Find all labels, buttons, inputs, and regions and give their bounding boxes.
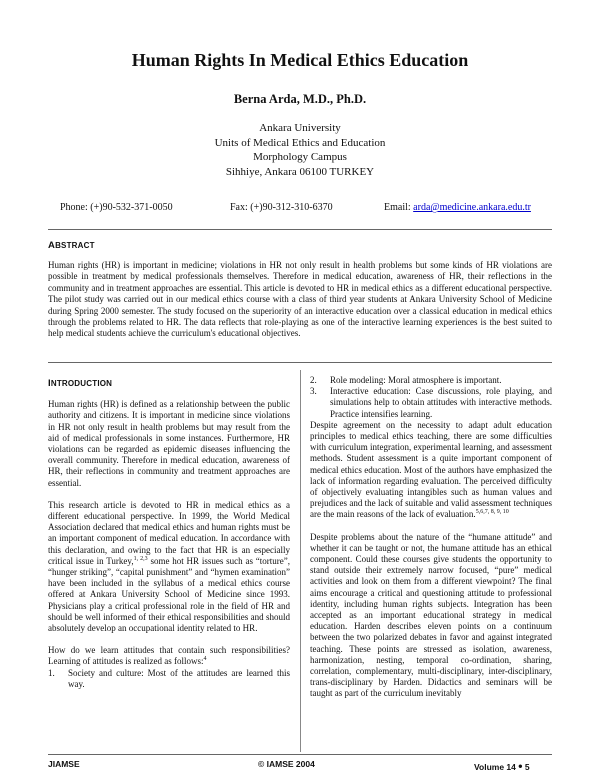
introduction-heading-initial: I — [48, 378, 51, 389]
list-item — [310, 375, 552, 386]
affiliation-line-address: Sihhiye, Ankara 06100 TURKEY — [225, 165, 375, 178]
email-contact — [384, 202, 531, 213]
list-item — [310, 386, 552, 420]
footer-page-number: 5 — [524, 762, 530, 772]
affiliation-line-units: Units of Medical Ethics and Education — [214, 136, 386, 149]
right-column — [310, 375, 552, 700]
fax-number: Fax: (+)90-312-310-6370 — [230, 202, 333, 213]
intro-paragraph-3-text: How do we learn attitudes that contain such responsibilities? Learning of attitudes is realized as follows: — [48, 645, 290, 667]
list-item-number: 1. — [48, 667, 55, 678]
affiliation-line-university: Ankara University — [259, 122, 341, 134]
abstract-heading — [48, 240, 95, 251]
list-item-number: 3. — [310, 386, 317, 397]
intro-paragraph-2 — [48, 500, 290, 634]
footer-bullet: • — [518, 759, 523, 773]
list-item-text: Society and culture: Most of the attitudes are learned this way. — [68, 667, 290, 689]
intro-paragraph-4 — [310, 420, 552, 521]
divider-footer — [48, 754, 552, 755]
author-name: Berna Arda, M.D., Ph.D. — [233, 92, 367, 106]
affiliation-line-campus: Morphology Campus — [253, 151, 347, 163]
list-item-text: Interactive education: Case discussions, role playing, and simulations help to obtain attitudes with interactive methods. Practice intensifies learning. — [330, 386, 552, 419]
attitude-learning-list-part-1 — [48, 668, 290, 690]
intro-paragraph-5: Despite problems about the nature of the “humane attitude” and whether it can be taught or not, the humane attitude has an ethical component. Could these courses give students the opportunity to stand outside their extremely narrow focused, “pure” medical activities and look on them from a different viewpoint? The final aims encourage a critical and questioning attitude to professional identity, including human rights subjects. Integration has been accepted as an important educational strategy in medical education. Harden describes eleven points on a continuum between the two polarized debates in favor and against integrated teaching. These points are stressed as isolation, awareness, harmonization, nesting, temporal co-ordination, sharing, correlation, complementary, multi-disciplinary, inter-disciplinary, trans-disciplinary by Harden. Didactics and seminars will be taught as part of the curriculum inevitably — [310, 531, 552, 699]
footer-page-info — [474, 759, 530, 773]
email-link[interactable]: arda@medicine.ankara.edu.tr — [413, 202, 531, 213]
abstract-text: Human rights (HR) is important in medicine; violations in HR not only result in health problems but some kinds of HR violations are possible in treatment by medical professionals themselves. Therefore in medical education, awareness of HR, their reflections in the community and in treatment approaches are essential. This article is devoted to HR in medical ethics as a different educational perspective. The pilot study was carried out in our medical ethics course with a class of third year students at Ankara University School of Medicine during Spring 2000 semester. The study focused on the superiority of an interactive education over a classical education in medical ethics through the problems related to HR. The data reflects that role-playing as one of the interactive learning experiences is the best suited to help medical students achieve the curriculum's educational objectives. — [48, 260, 552, 339]
abstract-heading-initial: A — [48, 240, 56, 251]
intro-paragraph-4-text: Despite agreement on the necessity to adapt adult education principles to medical ethics teaching, there are some difficulties with curriculum integration, experimental learning, and assessment methods. Student assessment is a quite important component of medical ethics education. Most of the authors have emphasized the lack of information regarding evaluation. The perceived difficulty of objectively evaluating intangibles such as human values and prejudices and the lack of suitable and valid assessment techniques are the main reasons of the lack of evaluation. — [310, 419, 552, 520]
list-item — [48, 668, 290, 690]
footer-volume: Volume 14 — [474, 762, 516, 772]
column-divider — [300, 370, 301, 752]
intro-paragraph-2-end: some hot HR issues such as “torture”, “hunger striking”, “capital punishment” and “hymen examination” have been included in the syllabus of a medical ethics course offered at Ankara University School of Medicine since 1993. Physicians play a critical professional role in the field of HR and should be well informed of their ethical responsibilities and should absolutely develop an occupational identity related to HR. — [48, 555, 290, 634]
divider-abstract — [48, 362, 552, 363]
intro-paragraph-1: Human rights (HR) is defined as a relationship between the public authority and citizens. It is important in medicine since violations in HR not only result in health problems but may result from the aid of medical professionals in some instances. Furthermore, HR violations can be regarded as epidemic diseases influencing the overall community. Therefore in medical education, awareness of HR, their reflections in community and treatment approaches are essential. — [48, 399, 290, 488]
list-item-text: Role modeling: Moral atmosphere is important. — [330, 375, 502, 385]
attitude-learning-list-part-2 — [310, 375, 552, 420]
phone-number: Phone: (+)90-532-371-0050 — [60, 202, 173, 213]
introduction-heading — [48, 378, 290, 389]
affiliation-block — [0, 121, 600, 179]
intro-paragraph-3 — [48, 645, 290, 667]
reference-marker-4: 4 — [203, 656, 207, 663]
reference-marker-1-3: 1, 2,3 — [133, 555, 148, 562]
abstract-heading-rest: BSTRACT — [55, 241, 95, 250]
footer-journal: JIAMSE — [48, 759, 80, 769]
list-item-number: 2. — [310, 375, 317, 385]
intro-paragraph-2-start: This research article is devoted to HR in medical ethics as a different educational perspective. In 1999, the World Medical Association declared that medical ethics and human rights must be an important component of medical education. In accordance with this declaration, and owing to the fact that HR is an especially critical issue in Turkey, — [48, 499, 290, 566]
left-column — [48, 378, 290, 690]
paper-title: Human Rights In Medical Ethics Education — [131, 50, 469, 70]
reference-marker-5-10: 5,6,7, 8, 9, 10 — [475, 509, 509, 516]
email-label: Email: — [384, 202, 414, 213]
introduction-heading-rest: NTRODUCTION — [50, 379, 113, 388]
footer-copyright: © IAMSE 2004 — [258, 759, 315, 769]
divider-top — [48, 229, 552, 230]
